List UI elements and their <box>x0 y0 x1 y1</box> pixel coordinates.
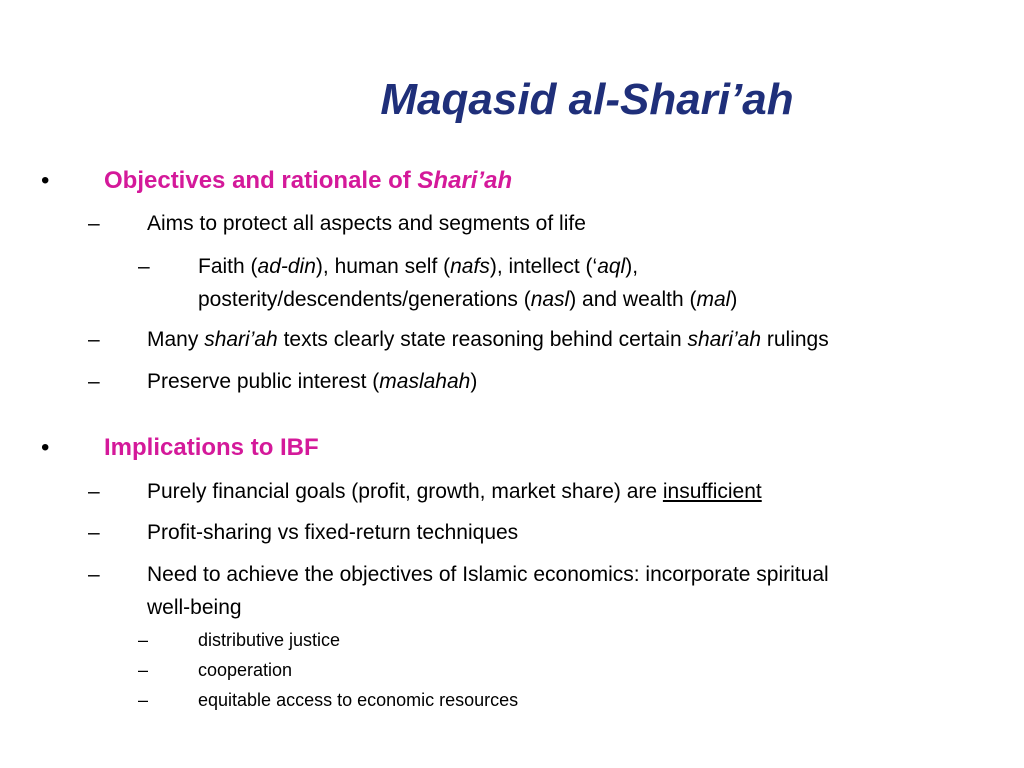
item-text-line2: posterity/descendents/generations (nasl) and wealth (mal) <box>198 288 738 311</box>
item-text-line1: Faith (ad-din), human self (nafs), intellect (‘aql), <box>198 255 639 278</box>
dash-marker: – <box>88 328 100 351</box>
bullet-marker: • <box>41 434 50 461</box>
dash-marker: – <box>138 255 150 278</box>
item-text: Many shari’ah texts clearly state reasoning behind certain shari’ah rulings <box>147 328 829 351</box>
slide-title: Maqasid al-Shari’ah <box>380 75 794 124</box>
dash-marker: – <box>88 521 100 544</box>
bullet-marker: • <box>41 167 50 194</box>
dash-marker: – <box>138 690 149 710</box>
subitem-text: equitable access to economic resources <box>198 690 519 710</box>
item-text: Purely financial goals (profit, growth, market share) are insufficient <box>147 480 762 503</box>
dash-marker: – <box>88 480 100 503</box>
item-text: Profit-sharing vs fixed-return techniques <box>147 521 519 544</box>
item-text: Preserve public interest (maslahah) <box>147 370 478 393</box>
subitem-text: distributive justice <box>198 630 341 650</box>
dash-marker: – <box>88 212 100 235</box>
dash-marker: – <box>88 563 100 586</box>
dash-marker: – <box>138 630 149 650</box>
item-text-line1: Need to achieve the objectives of Islamic economics: incorporate spiritual <box>147 563 829 586</box>
subitem-text: cooperation <box>198 660 293 680</box>
item-text-line2: well-being <box>147 596 242 619</box>
dash-marker: – <box>88 370 100 393</box>
section-heading-implications: Implications to IBF <box>104 434 319 461</box>
dash-marker: – <box>138 660 149 680</box>
item-text: Aims to protect all aspects and segments of life <box>147 212 586 235</box>
section-heading-objectives: Objectives and rationale of Shari’ah <box>104 167 513 194</box>
